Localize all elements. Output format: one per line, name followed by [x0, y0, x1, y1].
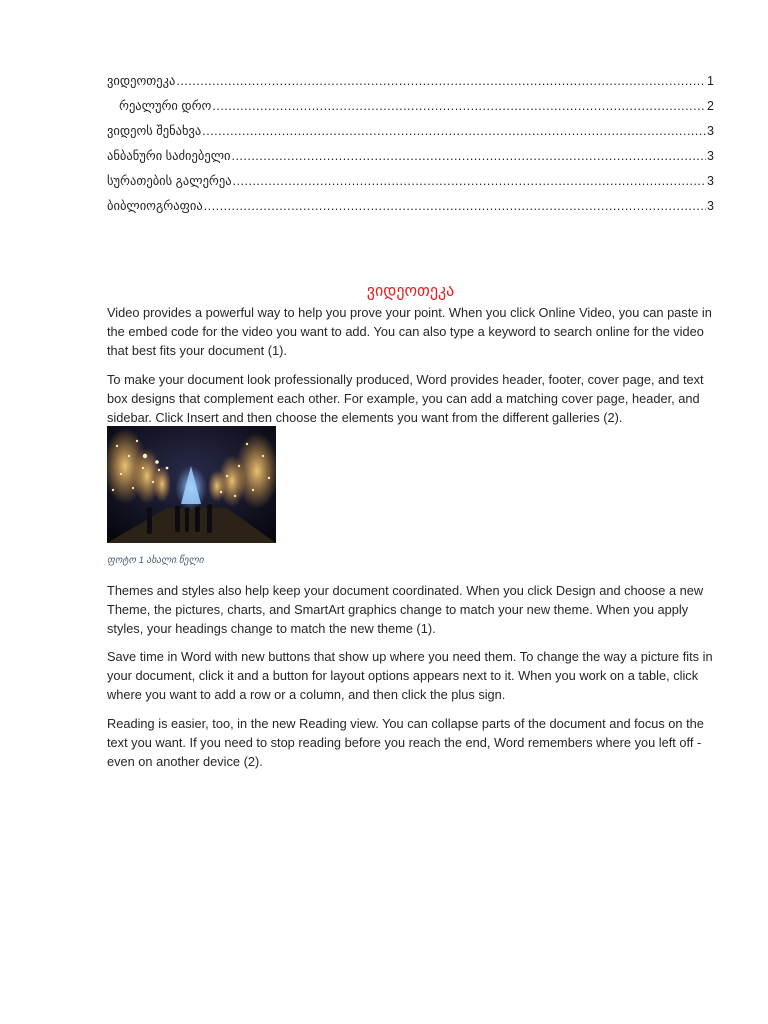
toc-entry-title: ვიდეოთეკა	[107, 74, 176, 88]
toc-entry-title: რეალური დრო	[119, 99, 212, 113]
figure-caption: ფოტო 1 ახალი წელი	[107, 555, 204, 566]
toc-entry[interactable]	[107, 72, 714, 97]
toc-entry-page: 3	[707, 149, 714, 163]
toc-entry-page: 3	[707, 124, 714, 138]
body-paragraph: Themes and styles also help keep your document coordinated. When you click Design and choose a new Theme, the pictures, charts, and SmartArt graphics change to match your new theme. When you apply styles, your headings change to match the new theme (1).	[107, 583, 704, 636]
toc-entry-title: ვიდეოს შენახვა	[107, 124, 202, 138]
table-of-contents	[107, 72, 714, 222]
toc-leader-dots	[202, 122, 706, 140]
toc-entry[interactable]	[107, 197, 714, 222]
section-heading: ვიდეოთეკა	[366, 283, 455, 300]
toc-entry-page: 1	[707, 74, 714, 88]
toc-leader-dots	[212, 97, 706, 115]
toc-entry[interactable]	[107, 147, 714, 172]
toc-entry-title: სურათების გალერეა	[107, 174, 232, 188]
toc-entry-page: 3	[707, 199, 714, 213]
body-paragraph: Save time in Word with new buttons that show up where you need them. To change the way a picture fits in your document, click it and a button for layout options appears next to it. When you work on a table, click where you want to add a row or a column, and then click the plus sign.	[107, 649, 713, 702]
toc-entry-page: 2	[707, 99, 714, 113]
toc-leader-dots	[176, 72, 706, 90]
body-paragraph: To make your document look professionally produced, Word provides header, footer, cover page, and text box designs that complement each other. For example, you can add a matching cover page, header, and sidebar. Click Insert and then choose the elements you want from the different galleries (2).	[107, 372, 704, 425]
toc-leader-dots	[231, 147, 706, 165]
new-year-photo	[107, 426, 276, 543]
toc-leader-dots	[233, 172, 706, 190]
toc-entry[interactable]	[107, 122, 714, 147]
toc-leader-dots	[204, 197, 706, 215]
toc-entry-title: ბიბლიოგრაფია	[107, 199, 203, 213]
body-paragraph: Reading is easier, too, in the new Reading view. You can collapse parts of the document and focus on the text you want. If you need to stop reading before you reach the end, Word remembers where you left off - even on another device (2).	[107, 716, 704, 769]
toc-entry-title: ანბანური საძიებელი	[107, 149, 231, 163]
toc-entry[interactable]	[107, 97, 714, 122]
toc-entry-page: 3	[707, 174, 714, 188]
toc-entry[interactable]	[107, 172, 714, 197]
body-paragraph: Video provides a powerful way to help you prove your point. When you click Online Video, you can paste in the embed code for the video you want to add. You can also type a keyword to search online for the video that best fits your document (1).	[107, 305, 712, 358]
